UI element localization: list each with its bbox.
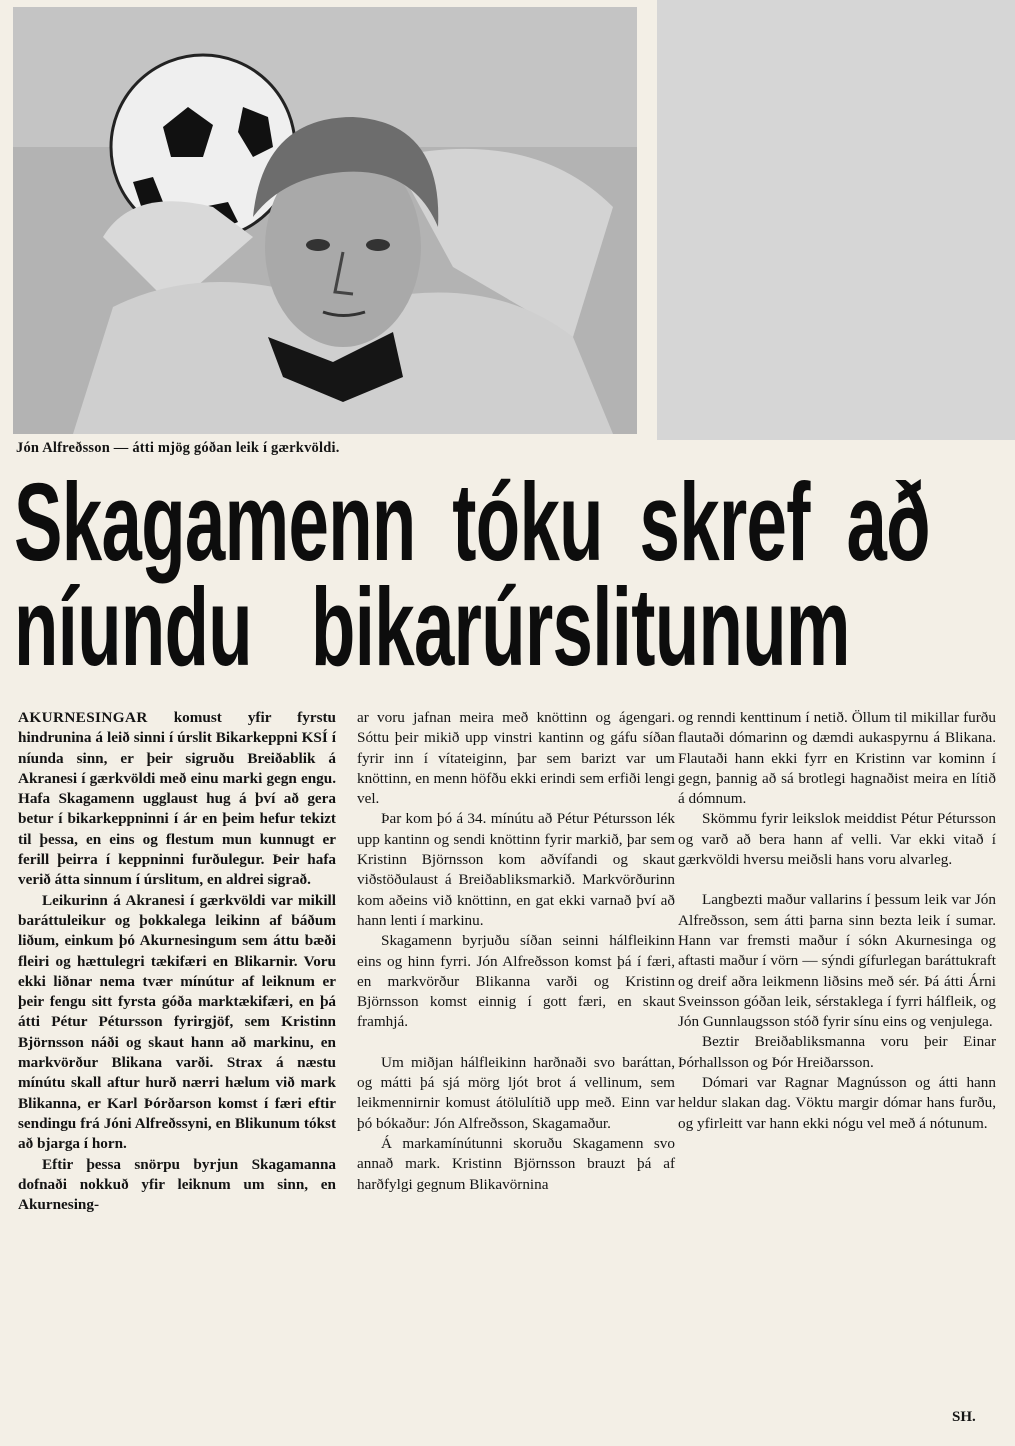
- player-illustration: [13, 7, 637, 434]
- gray-background-panel: [657, 0, 1015, 440]
- article-paragraph: Eftir þessa snörpu byrjun Skagamanna dofnaði nokkuð yfir leiknum um sinn, en Akurnesing-: [18, 1155, 336, 1214]
- lead-word: AKURNESINGAR: [18, 709, 148, 726]
- photo-caption: Jón Alfreðsson — átti mjög góðan leik í gærkvöldi.: [16, 440, 340, 456]
- article-column-1: [18, 708, 336, 1215]
- article-paragraph: Þar kom þó á 34. mínútu að Pétur Pétursson lék upp kantinn og sendi knöttinn fyrir markið, þar sem Kristinn Björnsson kom aðvífandi og skaut viðstöðulaust á Breiðabliksmarkið. Markvörðurinn kom aðeins við knöttinn, en gat ekki varnað því að hann lenti í markinu.: [357, 810, 675, 929]
- article-paragraph: Dómari var Ragnar Magnússon og átti hann heldur slakan dag. Vöktu margir dómar hans furðu, og yfirleitt var hann ekki nógu vel með á nótunum.: [678, 1074, 996, 1132]
- headline: [14, 461, 1004, 689]
- article-paragraph: Skömmu fyrir leikslok meiddist Pétur Pétursson og varð að bera hann af velli. Var ekki vitað í gærkvöldi hversu meiðsli hans voru alvarleg.: [678, 810, 996, 869]
- article-paragraph: Á markamínútunni skoruðu Skagamenn svo annað mark. Kristinn Björnsson brauzt þá af harðfylgi gegnum Blikavörnina: [357, 1134, 675, 1193]
- article-paragraph: Um miðjan hálfleikinn harðnaði svo baráttan, og mátti þá sjá mörg ljót brot á vellinum, sem leikmennirnir komust átölulítið upp með. Einn var þó bókaður: Jón Alfreðsson, Skagamaður.: [357, 1053, 675, 1132]
- player-photo: [13, 7, 637, 434]
- article-column-3: [678, 708, 996, 1134]
- article-paragraph: Skagamenn byrjuðu síðan seinni hálfleikinn eins og hinn fyrri. Jón Alfreðsson komst þá í færi, en markvörður Blikanna varði og Kristinn Björnsson komst einnig í gott færi, en skaut framhjá.: [357, 932, 675, 1031]
- article-paragraph: ar voru jafnan meira með knöttinn og ágengari. Sóttu þeir mikið upp vinstri kantinn og gáfu síðan fyrir inn í vítateiginn, þar sem barizt var um knöttinn, en menn höfðu ekki erindi sem erfiði lengi vel.: [357, 709, 675, 808]
- article-paragraph: Beztir Breiðabliksmanna voru þeir Einar Þórhallsson og Þór Hreiðarsson.: [678, 1033, 996, 1071]
- article-column-2: [357, 708, 675, 1195]
- article-paragraph: Langbezti maður vallarins í þessum leik var Jón Alfreðsson, sem átti þarna sinn bezta leik í sumar. Hann var fremsti maður í sókn Akurnesinga og aftasti maður í vörn — sýndi gífurlegan baráttukraft og dreif aðra leikmenn liðsins með sér. Þá átti Árni Sveinsson góðan leik, sérstaklega í fyrri hálfleik, og Jón Gunnlaugsson stóð fyrir sínu eins og venjulega.: [678, 891, 996, 1031]
- author-signature: SH.: [952, 1409, 976, 1425]
- article-paragraph: AKURNESINGAR komust yfir fyrstu hindrunina á leið sinni í úrslit Bikarkeppni KSÍ í níunda sinn, er þeir sigruðu Breiðablik á Akranesi í gærkvöldi með einu marki gegn engu. Hafa Skagamenn ugglaust hug á því að gera betur í bikarkeppninni í ár en þeim hefur tekizt til þessa, en eins og flestum mun kunnugt er ferill þeirra í keppninni furðulegur. Þeir hafa verið átta sinnum í úrslitum, en aldrei sigrað.: [18, 709, 336, 889]
- headline-line-2: níundu bikarúrslitunum: [14, 566, 850, 689]
- headline-line-1: Skagamenn tóku skref að: [14, 461, 930, 584]
- article-paragraph: og renndi kenttinum í netið. Öllum til mikillar furðu flautaði dómarinn og dæmdi aukaspyrnu á Blikana. Flautaði hann ekki fyrr en Kristinn var kominn í gegn, þannig að sá brotlegi hagnaðist meira en lítið á dómnum.: [678, 709, 996, 808]
- article-paragraph: Leikurinn á Akranesi í gærkvöldi var mikill baráttuleikur og þokkalega leikinn af báðum liðum, einkum þó Akurnesingum sem áttu bæði fleiri og hættulegri tækifæri en Blikarnir. Voru ekki liðnar nema tvær mínútur af leiknum er þeir fengu sitt fyrsta góða marktækifæri, en þá átti Pétur Pétursson fyrirgjöf, sem Kristinn Björnsson náði og skaut hann að markinu, en markvörður Blikana varði. Strax á næstu mínútu skall aftur hurð nærri hælum við mark Blikanna, er Karl Þórðarson komst í færi eftir sendingu frá Jóni Alfreðssyni, en Blikunum tókst að bjarga í horn.: [18, 891, 336, 1153]
